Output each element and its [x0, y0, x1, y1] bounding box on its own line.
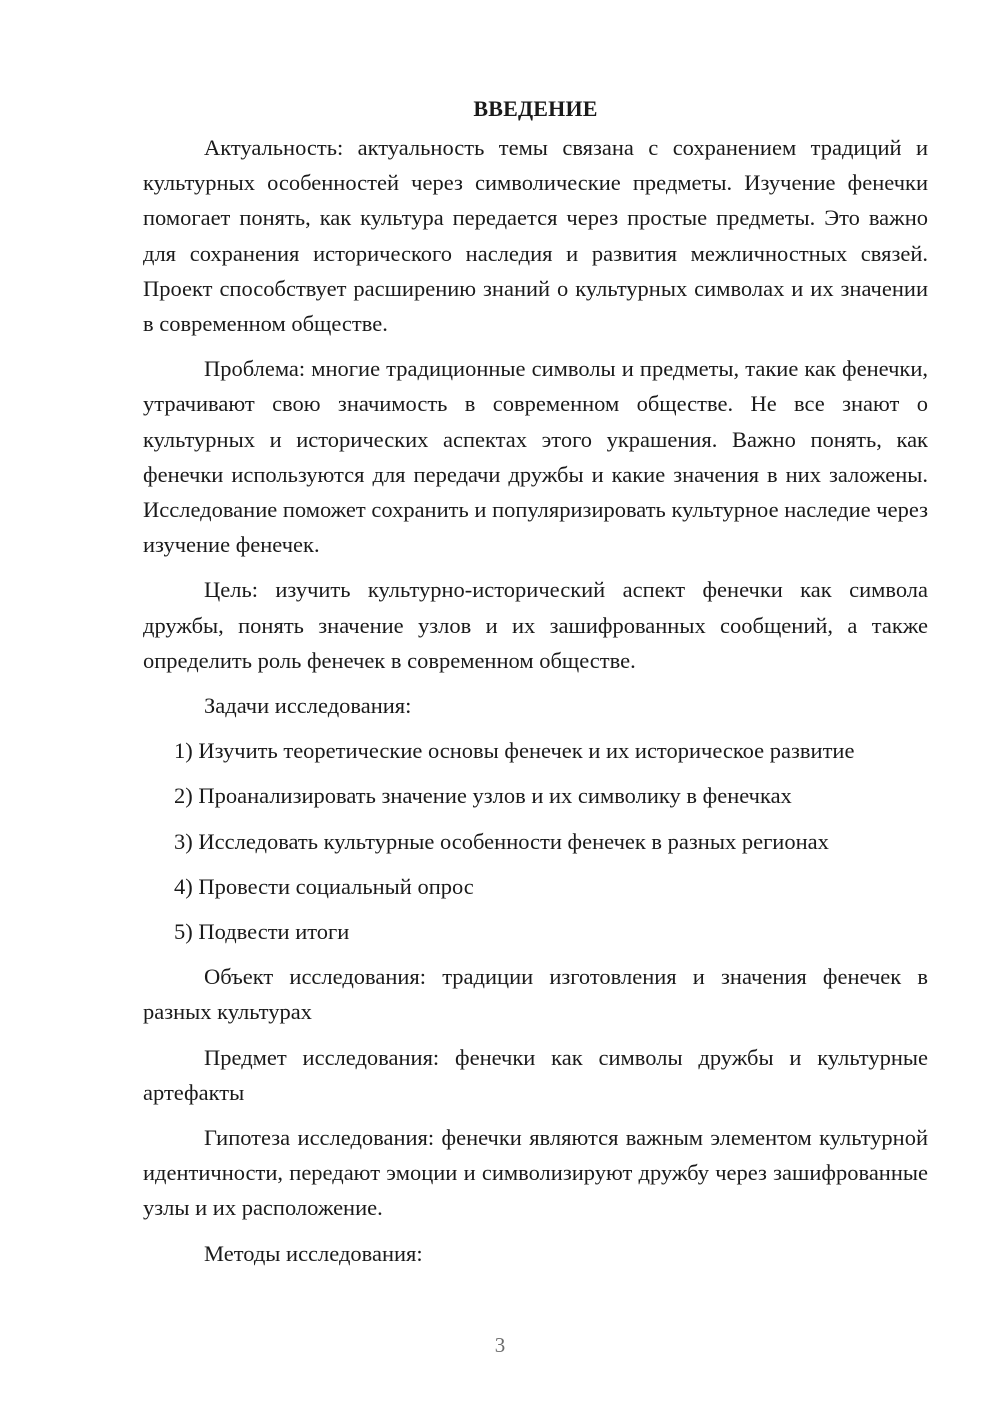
- subject-paragraph: Предмет исследования: фенечки как символы дружбы и культурные артефакты: [143, 1044, 928, 1105]
- goal-paragraph: Цель: изучить культурно-исторический аспект фенечки как символа дружбы, понять значение узлов и их зашифрованных сообщений, а также определить роль фенечек в современном обществе.: [143, 577, 928, 673]
- page-number: 3: [494, 1333, 506, 1357]
- problem-paragraph: Проблема: многие традиционные символы и предметы, такие как фенечки, утрачивают свою значимость в современном обществе. Не все знают о культурных и исторических аспектах этого украшения. Важно понять, как фенечки используются для передачи дружбы и какие значения в них заложены. Исследование поможет сохранить и популяризировать культурное наследие через изучение фенечек.: [143, 356, 928, 558]
- object-paragraph: Объект исследования: традиции изготовления и значения фенечек в разных культурах: [143, 964, 928, 1025]
- document-page: [143, 92, 928, 1281]
- hypothesis-paragraph: Гипотеза исследования: фенечки являются важным элементом культурной идентичности, передают эмоции и символизируют дружбу через зашифрованные узлы и их расположение.: [143, 1125, 928, 1221]
- task-item: 1) Изучить теоретические основы фенечек и их историческое развитие: [174, 738, 855, 764]
- section-heading: ВВЕДЕНИЕ: [473, 96, 598, 121]
- tasks-label: Задачи исследования:: [204, 693, 412, 719]
- relevance-paragraph: Актуальность: актуальность темы связана с сохранением традиций и культурных особенностей через символические предметы. Изучение фенечки помогает понять, как культура передается через простые предметы. Это важно для сохранения исторического наследия и развития межличностных связей. Проект способствует расширению знаний о культурных символах и их значении в современном обществе.: [143, 135, 928, 337]
- task-item: 2) Проанализировать значение узлов и их символику в фенечках: [174, 783, 792, 809]
- methods-label: Методы исследования:: [204, 1240, 423, 1266]
- task-item: 4) Провести социальный опрос: [174, 873, 474, 899]
- task-item: 5) Подвести итоги: [174, 919, 350, 945]
- tasks-list: [143, 733, 928, 949]
- task-item: 3) Исследовать культурные особенности фенечек в разных регионах: [174, 828, 829, 854]
